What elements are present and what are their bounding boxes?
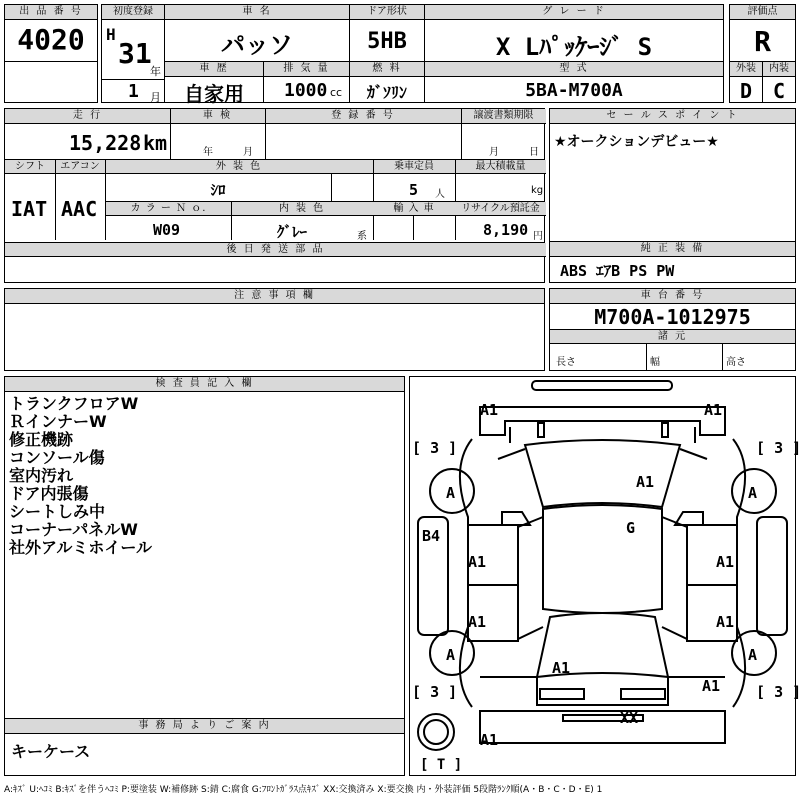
door-label: ドア形状 [350,5,424,20]
note-item: 修正機跡 [9,430,74,449]
model: 5BA-M700A [525,80,623,101]
registration-number-label: 登 録 番 号 [265,109,461,124]
month-unit: 月 [150,91,161,104]
capacity: 5 [409,181,419,199]
right-panel-shape [757,517,787,635]
shift: IAT [11,197,48,221]
chassis-number: M700A-1012975 [594,305,751,329]
note-item: シートしみ中 [9,502,106,521]
first-registration-label: 初度登録 [102,5,164,20]
tire-mark: A [446,646,456,664]
car-name: パッソ [221,31,293,59]
aircon: AAC [61,197,98,221]
damage-mark: A1 [716,613,735,631]
displacement-box [263,61,350,103]
later-parts-label: 後 日 発 送 部 品 [5,243,546,257]
damage-mark: A1 [716,553,735,571]
note-item: トランクフロアW [9,394,139,413]
reg-year: 31 [118,37,152,70]
grade: X Lﾊﾟｯｹｰｼﾞ S [495,33,653,61]
caution-label: 注 意 事 項 欄 [5,289,544,304]
color-number: W09 [153,221,181,239]
grade-box [424,4,724,62]
damage-mark: A1 [468,613,487,631]
door: 5HB [367,29,407,54]
exterior-label: 外装 [730,62,762,77]
interior-label: 内装 [763,62,795,77]
fuel-box [349,61,425,103]
capacity-label: 乗車定員 [373,160,455,174]
caution-box [4,288,545,371]
car-name-label: 車 名 [165,5,349,20]
mileage-label: 走 行 [5,109,170,124]
reg-month: 1 [128,81,139,102]
damage-mark: G [626,519,636,537]
spare-tire-inner-shape [424,720,448,744]
exterior-color-label: 外 装 色 [105,160,373,174]
damage-mark: XX [620,709,639,727]
chassis-label: 車 台 番 号 [550,289,795,304]
tread-front-right: [ 3 ] [756,439,801,457]
height-label: 高さ [726,357,746,368]
history: 自家用 [184,82,244,106]
year-unit: 年 [150,65,161,78]
inspector-notes-label: 検 査 員 記 入 欄 [5,377,404,392]
mileage-unit: km [143,131,168,155]
office-notice-text: キーケース [11,742,91,761]
lot-number: 4020 [17,23,85,56]
inspector-notes-list [9,395,152,557]
transfer-month-unit: 月 [489,147,499,158]
tread-rear-right: [ 3 ] [756,683,801,701]
history-box [164,61,264,106]
equipment-box [549,241,796,283]
inspection-year-unit: 年 [203,147,213,158]
rear-lamp-shape [540,689,584,699]
damage-mark: A1 [704,401,723,419]
note-item: ＲインナーW [9,412,107,431]
fuel: ｶﾞｿﾘﾝ [366,83,407,102]
car-name-box [164,4,350,62]
fuel-label: 燃 料 [350,62,424,77]
front-bumper-shape [532,381,672,390]
damage-mark: B4 [422,527,441,545]
spare-tire-label: [ T ] [420,757,463,773]
grade-label: グ レ ー ド [425,5,723,20]
recycle-unit: 円 [533,231,543,242]
door-box [349,4,425,62]
damage-mark: A1 [552,659,571,677]
inspection-label: 車 検 [170,109,265,124]
office-notice-label: 事 務 局 よ り ご 案 内 [5,719,404,734]
sales-point-label: セ ー ル ス ポ イ ン ト [550,109,795,124]
front-outline-shape [480,407,725,435]
interior-color-label: 内 装 色 [231,202,373,216]
width-label: 幅 [650,357,660,368]
displacement-label: 排 気 量 [264,62,349,77]
note-item: コーナーパネルW [9,520,138,539]
grille-shape [662,423,668,437]
inspector-notes-box [4,376,405,719]
chassis-box [549,288,796,371]
grille-shape [538,423,544,437]
mileage: 15,228 [69,131,142,155]
office-notice-box [4,718,405,776]
tire-mark: A [446,484,456,502]
model-label: 型 式 [425,62,723,77]
roof-shape [543,505,662,613]
damage-mark: A1 [480,401,499,419]
lot-number-label: 出 品 番 号 [5,5,97,20]
max-load-label: 最大積載量 [455,160,546,174]
interior-color-unit: 系 [357,231,367,242]
damage-mark: A1 [468,553,487,571]
displacement: 1000 [284,80,328,101]
displacement-unit: cc [330,86,343,99]
equipment-text: ABS ｴｱB PS PW [560,262,675,280]
interior-grade: C [772,79,786,103]
tire-mark: A [748,484,758,502]
vehicle-details-block [4,108,545,283]
capacity-unit: 人 [435,189,445,200]
tire-mark: A [748,646,758,664]
history-label: 車 歴 [165,62,263,77]
damage-mark: A1 [480,731,499,749]
transfer-day-unit: 日 [529,147,539,158]
score-box [729,4,796,62]
length-label: 長さ [556,357,576,368]
rear-lamp-shape [621,689,665,699]
lot-blank-box [4,61,98,103]
damage-mark: A1 [702,677,721,695]
shift-label: シフト [5,160,55,174]
model-box [424,61,724,103]
first-registration-box [101,4,165,103]
aircon-label: エアコン [55,160,105,174]
inspection-month-unit: 月 [243,147,253,158]
spec-label: 諸 元 [550,330,795,344]
exterior-grade-box [729,61,763,103]
lot-number-box [4,4,98,62]
legend: A:ｷｽﾞ U:ﾍｺﾐ B:ｷｽﾞを伴うﾍｺﾐ P:要塗装 W:補修跡 S:錆 C:腐食 G:ﾌﾛﾝﾄｶﾞﾗｽ点ｷｽﾞ XX:交換済み X:要交換 内・外装評価 5段階ﾗﾝｸ順(A・B・C・D・E) 1 [4,785,603,795]
tread-front-left: [ 3 ] [412,439,458,457]
note-item: コンソール傷 [9,448,105,467]
damage-mark: A1 [636,473,655,491]
note-item: 社外アルミホイール [9,538,153,557]
exterior-grade: D [739,79,753,103]
interior-color: ｸﾞﾚｰ [277,223,308,241]
tread-rear-left: [ 3 ] [412,683,458,701]
recycle-deposit: 8,190 [483,221,529,239]
score: R [754,25,771,58]
car-diagram-box [409,376,801,776]
max-load-unit: kg [531,185,544,196]
transfer-deadline-label: 譲渡書類期限 [461,109,546,124]
note-item: ドア内張傷 [9,484,89,503]
windshield-shape [525,440,680,507]
import-label: 輸 入 車 [373,202,455,216]
note-item: 室内汚れ [9,466,74,485]
equipment-label: 純 正 装 備 [550,242,795,257]
score-label: 評価点 [730,5,795,20]
car-diagram [410,377,795,775]
sales-point-box [549,108,796,242]
recycle-deposit-label: リサイクル預託金 [455,202,546,216]
era: H [106,25,116,44]
sales-point-text: ★オークションデビュー★ [554,134,719,150]
rear-outline-shape [480,677,725,705]
exterior-color: ｼﾛ [210,181,226,199]
interior-grade-box [762,61,796,103]
color-number-label: カ ラ ー Ｎ ｏ. [106,202,231,216]
